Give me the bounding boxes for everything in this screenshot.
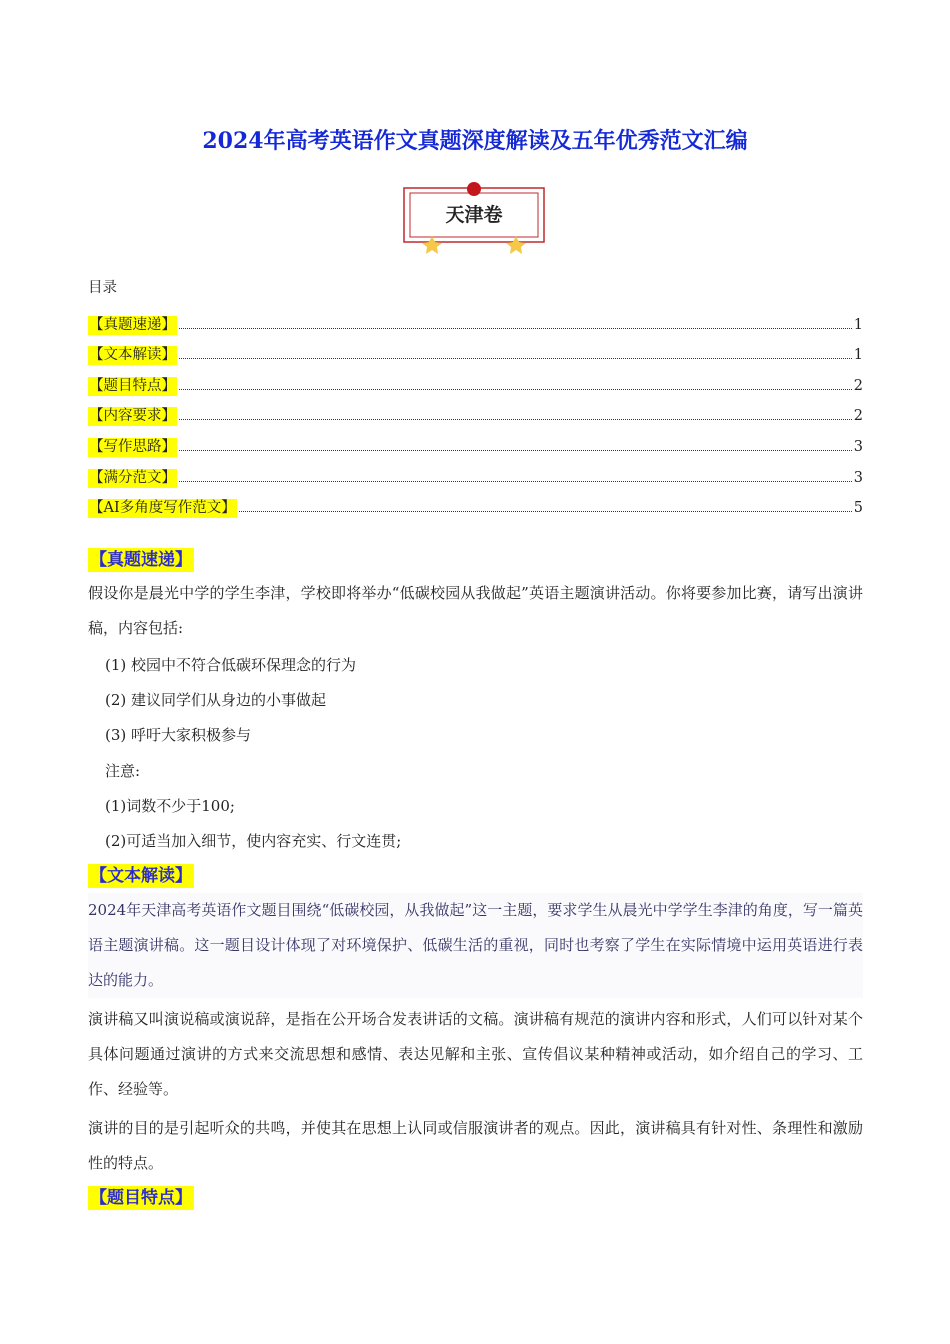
toc-entry[interactable] <box>88 426 863 457</box>
toc-entry[interactable] <box>88 304 863 335</box>
toc-heading: 目录 <box>88 280 117 296</box>
toc-entry-label: 【满分范文】 <box>89 469 176 486</box>
toc-leader-dots <box>179 389 852 390</box>
badge-label: 天津卷 <box>445 204 503 226</box>
reading-paragraph-1: 2024年天津高考英语作文题目围绕“低碳校园，从我做起”这一主题，要求学生从晨光中学学生李津的角度，写一篇英语主题演讲稿。这一题目设计体现了对环境保护、低碳生活的重视，同时也考察了学生在实际情境中运用英语进行表达的能力。 <box>88 893 863 998</box>
section-heading-reading: 【文本解读】 <box>90 866 192 886</box>
toc-entry-label: 【内容要求】 <box>89 408 176 425</box>
toc-entry-label: 【题目特点】 <box>89 377 176 394</box>
toc-leader-dots <box>179 328 852 329</box>
note-item: (2)可适当加入细节，使内容充实、行文连贯; <box>105 832 402 850</box>
toc-leader-dots <box>179 481 852 482</box>
toc-leader-dots <box>239 511 852 512</box>
badge-seal-icon <box>467 182 481 196</box>
toc-entry-label: 【写作思路】 <box>89 438 176 455</box>
toc-entry-page: 3 <box>853 438 863 455</box>
prompt-intro: 假设你是晨光中学的学生李津，学校即将举办“低碳校园从我做起”英语主题演讲活动。你将要参加比赛，请写出演讲稿，内容包括: <box>88 584 863 637</box>
toc-leader-dots <box>179 419 852 420</box>
toc-leader-dots <box>179 450 852 451</box>
prompt-item: (1) 校园中不符合低碳环保理念的行为 <box>105 656 357 674</box>
reading-paragraph-2: 演讲稿又叫演说稿或演说辞，是指在公开场合发表讲话的文稿。演讲稿有规范的演讲内容和形式，人们可以针对某个具体问题通过演讲的方式来交流思想和感情、表达见解和主张、宣传倡议某种精神或活动，如介绍自己的学习、工作、经验等。 <box>88 1010 863 1098</box>
toc-entry-page: 2 <box>853 377 863 394</box>
region-badge <box>402 180 546 256</box>
toc-entry-page: 1 <box>853 316 863 333</box>
toc-entry[interactable] <box>88 457 863 488</box>
prompt-item: (3) 呼吁大家积极参与 <box>105 726 252 744</box>
toc-entry[interactable] <box>88 335 863 366</box>
toc-entry-page: 1 <box>853 347 863 364</box>
toc-entry-page: 3 <box>853 469 863 486</box>
toc-entry-label: 【文本解读】 <box>89 347 176 364</box>
section-heading-features: 【题目特点】 <box>90 1188 192 1208</box>
toc-entry-page: 5 <box>853 500 863 517</box>
reading-paragraph-3: 演讲的目的是引起听众的共鸣，并使其在思想上认同或信服演讲者的观点。因此，演讲稿具有针对性、条理性和激励性的特点。 <box>88 1119 863 1172</box>
notes-label: 注意: <box>105 762 141 780</box>
toc-entry-label: 【AI多角度写作范文】 <box>89 500 236 517</box>
prompt-item: (2) 建议同学们从身边的小事做起 <box>105 691 327 709</box>
toc-leader-dots <box>179 358 852 359</box>
toc-entry-label: 【真题速递】 <box>89 316 176 333</box>
toc-entry[interactable] <box>88 365 863 396</box>
toc-entry-page: 2 <box>853 408 863 425</box>
note-item: (1)词数不少于100; <box>105 797 235 815</box>
table-of-contents <box>88 304 863 518</box>
document-title: 2024年高考英语作文真题深度解读及五年优秀范文汇编 <box>202 128 748 154</box>
section-heading-prompt: 【真题速递】 <box>90 550 192 570</box>
toc-entry[interactable] <box>88 488 863 519</box>
toc-entry[interactable] <box>88 396 863 427</box>
